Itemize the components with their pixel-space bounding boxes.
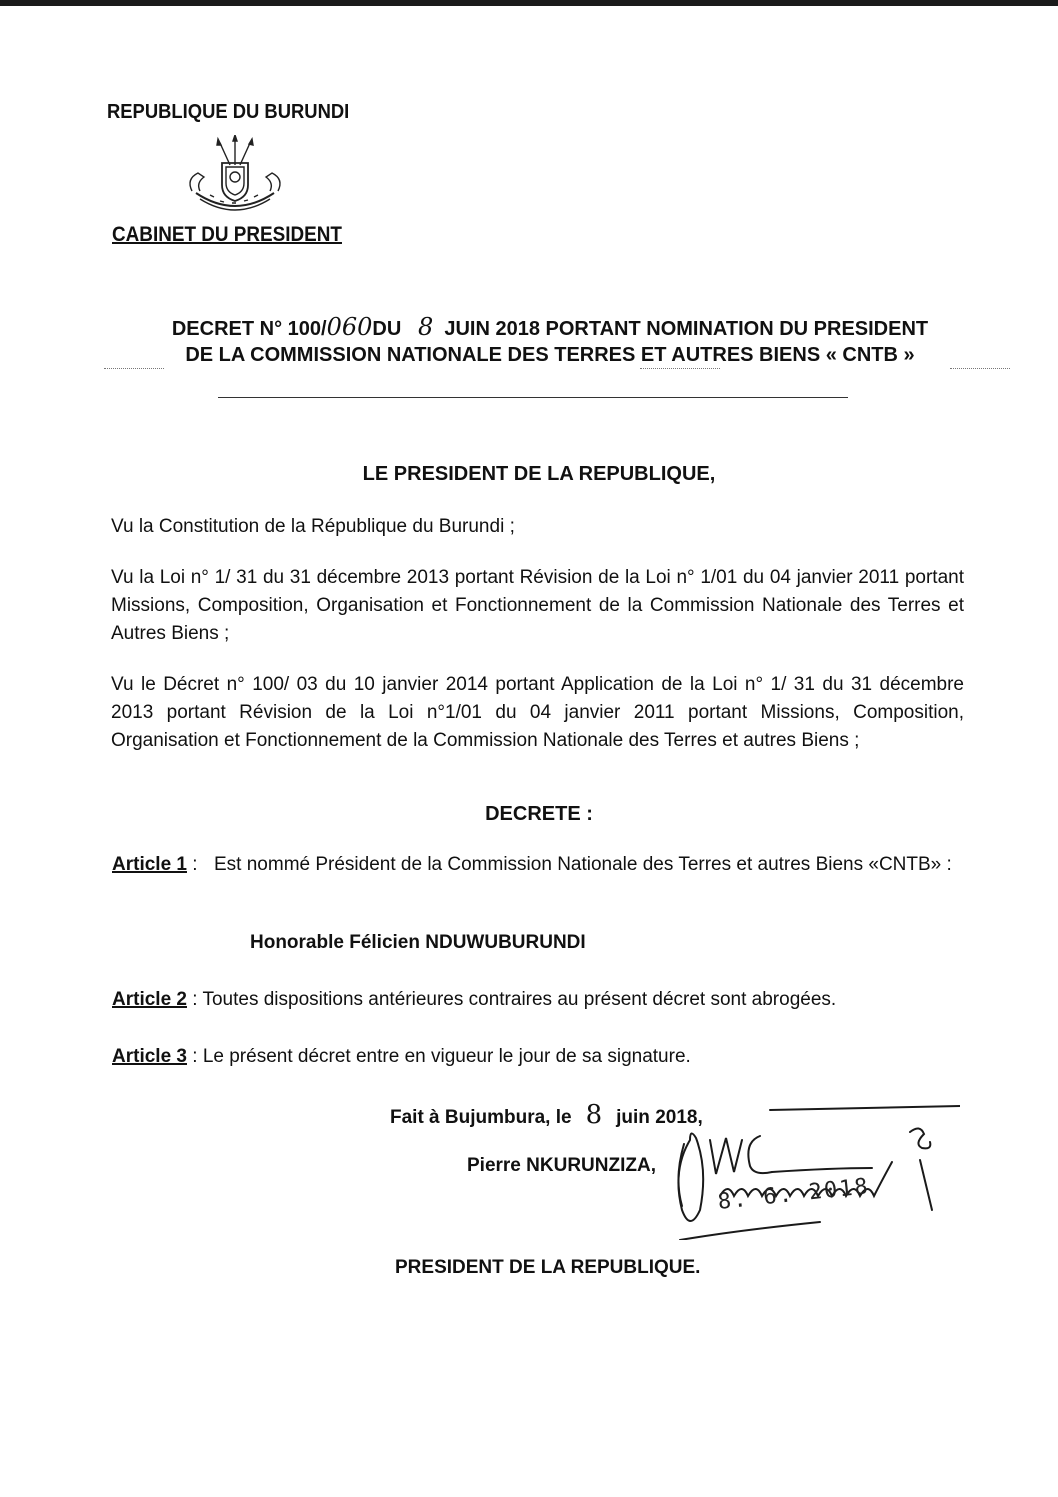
title-underline [218, 397, 848, 398]
signing-day-handwritten: 8 [585, 1100, 603, 1130]
article-3 [112, 1043, 691, 1071]
dotted-leader-middle [640, 368, 720, 369]
scan-top-edge [0, 0, 1058, 6]
preamble-decree: Vu le Décret n° 100/ 03 du 10 janvier 2014 portant Application de la Loi n° 1/ 31 du 31 décembre 2013 portant Révision de la Loi n°1/01 du 04 janvier 2011 portant Missions, Composition, Organisation et Fonctionnement de la Commission Nationale des Terres et autres Biens ; [111, 674, 964, 751]
decrete-heading: DECRETE : [485, 803, 593, 825]
dotted-leader-right [950, 368, 1010, 369]
article-1-text: Est nommé Président de la Commission Nationale des Terres et autres Biens «CNTB» : [214, 854, 952, 875]
signature-date: 8. 6. 2018 [716, 1174, 871, 1215]
decree-title-line-2: DE LA COMMISSION NATIONALE DES TERRES ET AUTRES BIENS « CNTB » [185, 344, 915, 366]
article-2-text: Toutes dispositions antérieures contraires au présent décret sont abrogées. [202, 989, 837, 1010]
article-2-separator: : [186, 989, 203, 1010]
decree-day-handwritten: 8 [417, 313, 434, 341]
article-3-label: Article 3 [112, 1046, 187, 1067]
coat-of-arms-icon [180, 135, 290, 225]
article-1-label: Article 1 [112, 854, 187, 875]
article-2 [112, 986, 836, 1014]
article-3-text: Le présent décret entre en vigueur le jour de sa signature. [202, 1046, 691, 1067]
republic-heading: REPUBLIQUE DU BURUNDI [107, 101, 350, 123]
preamble-law: Vu la Loi n° 1/ 31 du 31 décembre 2013 portant Révision de la Loi n° 1/01 du 04 janvier 2011 portant Missions, Composition, Organisation et Fonctionnement de la Commission Nationale des Terres et Autres Biens ; [111, 567, 964, 644]
decree-title [100, 314, 1000, 368]
president-heading: LE PRESIDENT DE LA REPUBLIQUE, [362, 463, 716, 485]
signer-name: Pierre NKURUNZIZA, [467, 1155, 656, 1176]
article-1-separator: : [186, 854, 198, 875]
dotted-leader-left [104, 368, 164, 369]
signing-month-year: juin 2018, [616, 1107, 703, 1128]
cabinet-heading: CABINET DU PRESIDENT [112, 223, 342, 246]
article-2-label: Article 2 [112, 989, 187, 1010]
signer-title: PRESIDENT DE LA REPUBLIQUE. [395, 1257, 701, 1278]
decree-number-prefix: DECRET N° 100/ [171, 318, 327, 340]
decree-title-rest: JUIN 2018 PORTANT NOMINATION DU PRESIDENT [444, 318, 929, 340]
decree-number-handwritten: 060 [326, 313, 373, 341]
decree-title-line-1 [100, 314, 1000, 342]
preamble-constitution: Vu la Constitution de la République du Burundi ; [111, 516, 515, 537]
article-1 [112, 851, 964, 879]
handwritten-signature-icon [660, 1100, 960, 1240]
place: Fait à Bujumbura, le [390, 1107, 572, 1128]
decree-du: DU [372, 318, 402, 340]
article-3-separator: : [186, 1046, 203, 1067]
appointee-name: Honorable Félicien NDUWUBURUNDI [250, 932, 586, 953]
place-and-date [390, 1100, 703, 1130]
